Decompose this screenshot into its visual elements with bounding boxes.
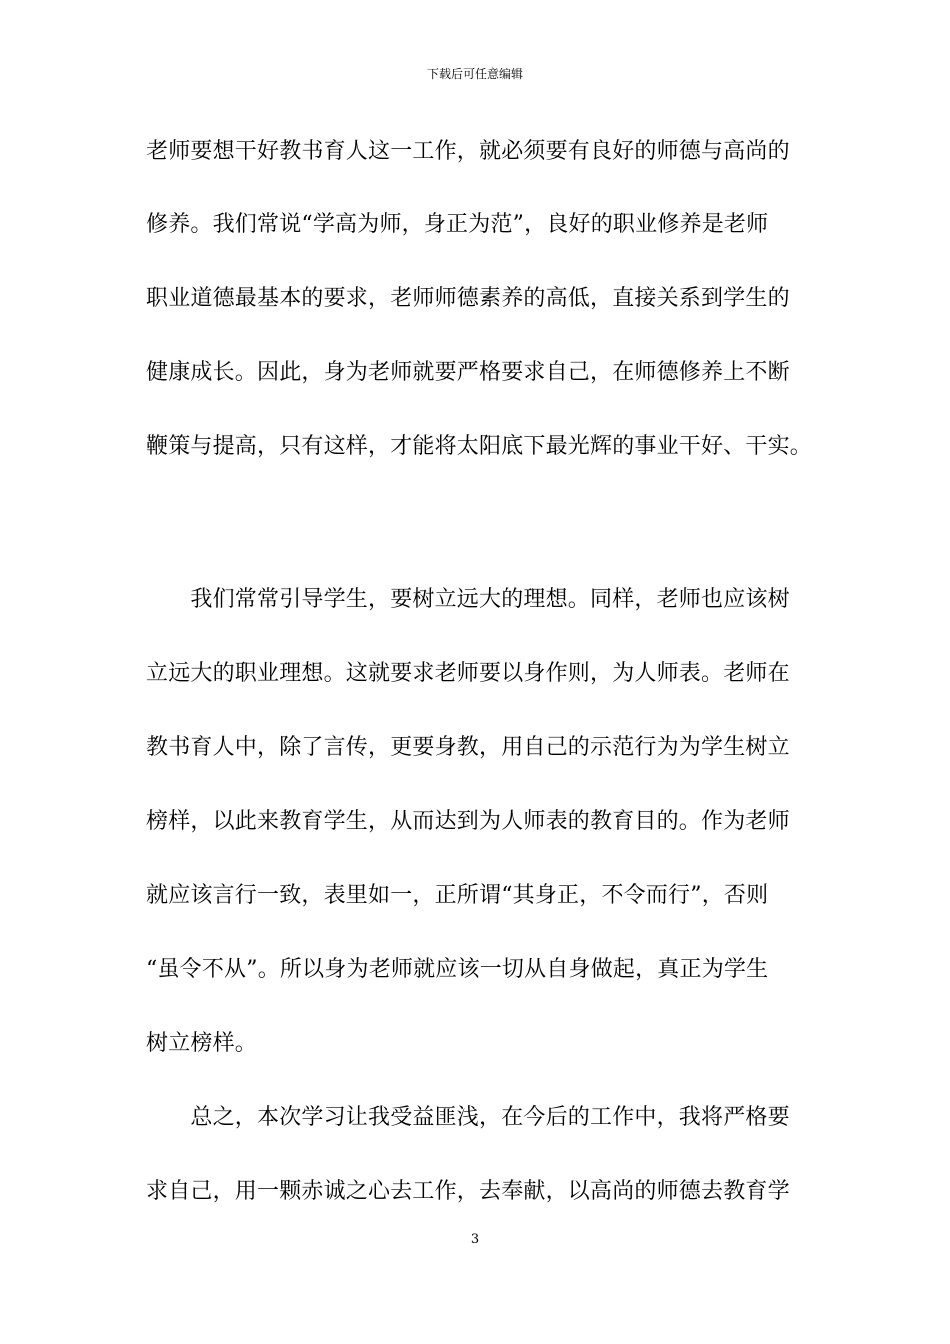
text-line: 老师要想干好教书育人这一工作，就必须要有良好的师德与高尚的 — [146, 139, 790, 164]
text-line: 我们常常引导学生，要树立远大的理想。同样，老师也应该树 — [146, 587, 790, 612]
text-line: 教书育人中，除了言传，更要身教，用自己的示范行为为学生树立 — [146, 735, 790, 760]
text-line: 职业道德最基本的要求，老师师德素养的高低，直接关系到学生的 — [146, 286, 790, 311]
text-line: 修养。我们常说“学高为师，身正为范”，良好的职业修养是老师 — [146, 212, 769, 237]
text-line: 鞭策与提高，只有这样，才能将太阳底下最光辉的事业干好、干实。 — [146, 434, 813, 459]
text-line: 立远大的职业理想。这就要求老师要以身作则，为人师表。老师在 — [146, 661, 790, 686]
text-line: 总之，本次学习让我受益匪浅，在今后的工作中，我将严格要 — [146, 1105, 790, 1130]
text-line: “虽令不从”。所以身为老师就应该一切从自身做起，真正为学生 — [146, 957, 769, 982]
text-line: 就应该言行一致，表里如一，正所谓“其身正，不令而行”，否则 — [146, 883, 769, 908]
text-line: 树立榜样。 — [146, 1031, 258, 1056]
text-line: 健康成长。因此，身为老师就要严格要求自己，在师德修养上不断 — [146, 360, 790, 385]
page-number: 3 — [470, 1232, 480, 1247]
page-header: 下载后可任意编辑 — [426, 67, 523, 81]
text-line: 求自己，用一颗赤诚之心去工作，去奉献，以高尚的师德去教育学 — [146, 1179, 790, 1204]
text-line: 榜样，以此来教育学生，从而达到为人师表的教育目的。作为老师 — [146, 809, 790, 834]
